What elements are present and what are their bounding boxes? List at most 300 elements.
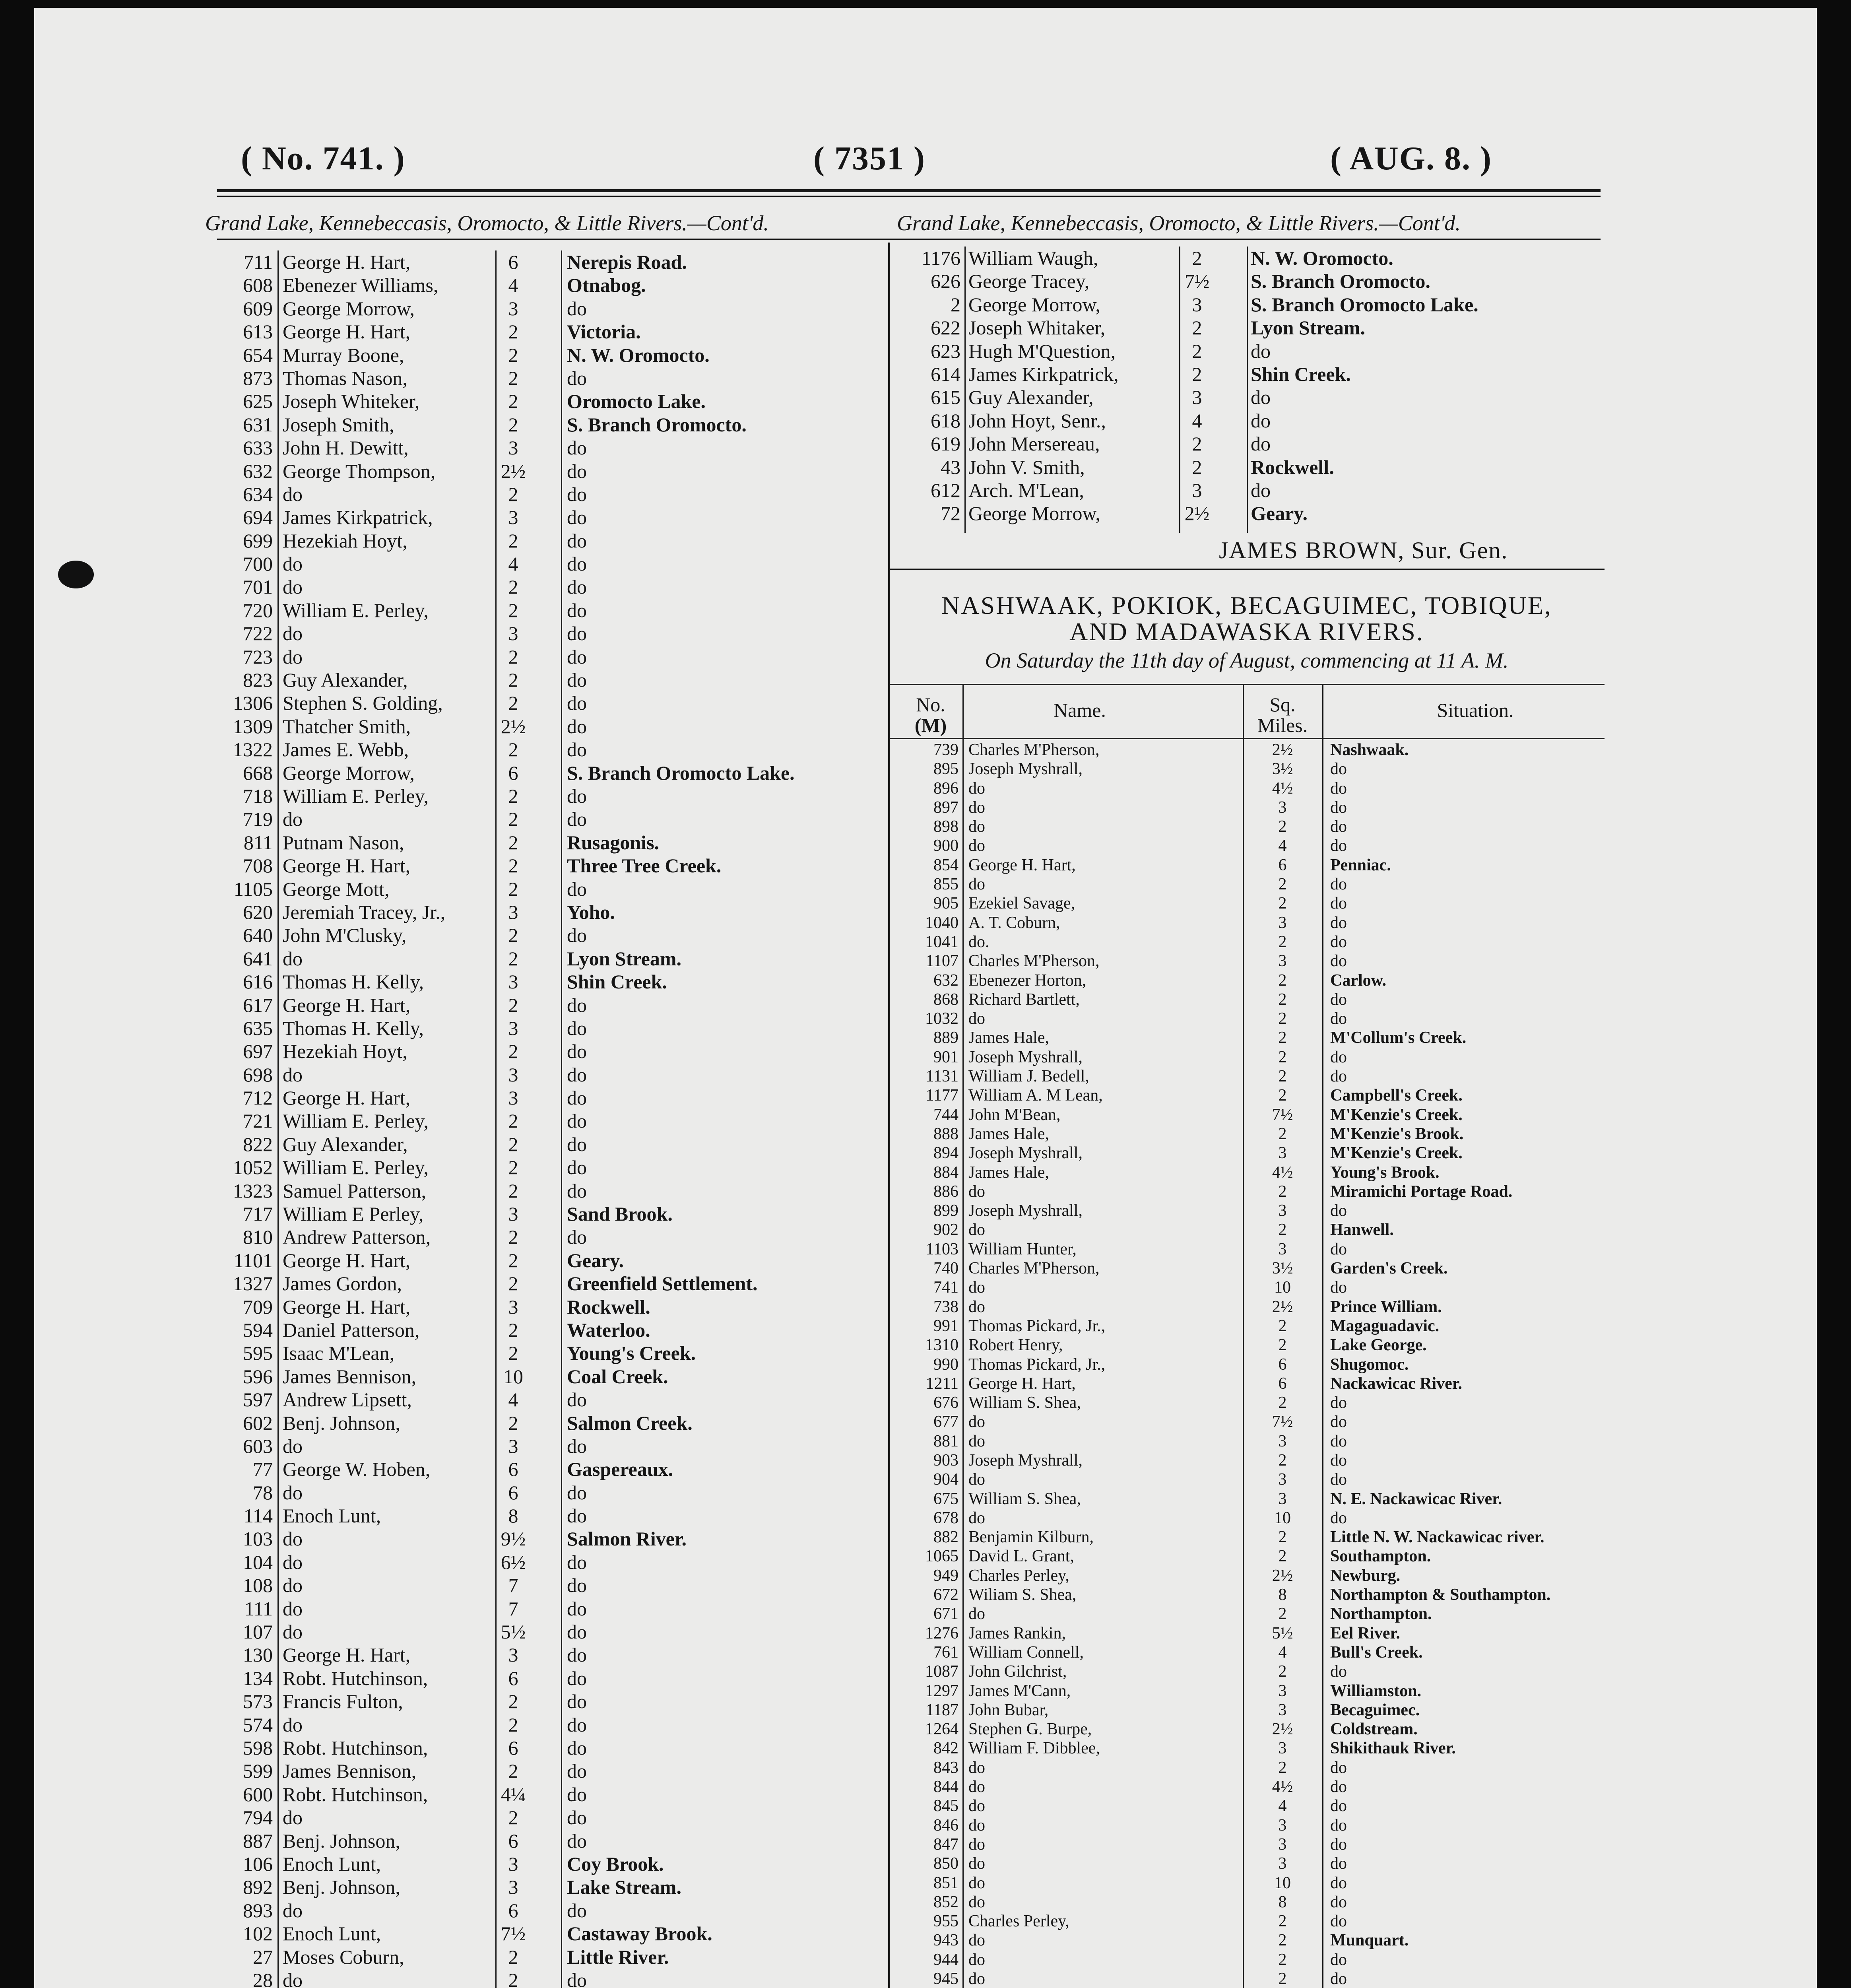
- area-value: 2: [508, 1156, 518, 1179]
- right-top-qty-divider: [1179, 247, 1180, 533]
- owner-name: do: [968, 1854, 985, 1873]
- owner-name: Guy Alexander,: [283, 669, 408, 691]
- table-row: [201, 1435, 885, 1458]
- situation: do: [1330, 1816, 1347, 1835]
- lot-number: 617: [243, 994, 273, 1016]
- owner-name: George W. Hoben,: [283, 1458, 431, 1481]
- area-value: 3½: [1272, 760, 1293, 779]
- table-row: [201, 1899, 885, 1922]
- area-value: 10: [1274, 1508, 1291, 1527]
- lot-number: 888: [933, 1124, 958, 1143]
- area-value: 2: [1192, 340, 1202, 362]
- table-row: [893, 1048, 1608, 1067]
- area-value: 3: [508, 1644, 518, 1666]
- owner-name: George Mott,: [283, 878, 390, 900]
- table-row: [201, 1643, 885, 1666]
- situation: Shikithauk River.: [1330, 1739, 1456, 1758]
- lot-number: 619: [931, 433, 960, 455]
- table-row: [201, 924, 885, 947]
- situation: Salmon River.: [567, 1528, 687, 1550]
- situation: do: [1251, 340, 1271, 362]
- situation: do: [1330, 1835, 1347, 1854]
- area-value: 2: [508, 1272, 518, 1295]
- area-value: 2: [508, 1040, 518, 1063]
- area-value: 4½: [1272, 1163, 1293, 1182]
- lot-number: 103: [243, 1528, 273, 1550]
- owner-name: Richard Bartlett,: [968, 990, 1080, 1009]
- area-value: 3: [508, 437, 518, 459]
- lot-number: 850: [933, 1854, 958, 1873]
- situation: do: [1251, 479, 1271, 501]
- situation: do: [567, 1690, 587, 1713]
- situation: do: [567, 437, 587, 459]
- area-value: 2: [1278, 1067, 1287, 1086]
- area-value: 2: [508, 1226, 518, 1248]
- owner-name: Isaac M'Lean,: [283, 1342, 395, 1365]
- table-row: [893, 1912, 1608, 1931]
- area-value: 2½: [1272, 1297, 1293, 1316]
- owner-name: Enoch Lunt,: [283, 1922, 381, 1945]
- owner-name: do: [283, 1551, 303, 1573]
- area-value: 2: [508, 320, 518, 343]
- table-row: [893, 1508, 1608, 1528]
- situation: Three Tree Creek.: [567, 854, 722, 877]
- area-value: 2½: [1272, 1720, 1293, 1739]
- area-value: 2: [1278, 1758, 1287, 1777]
- table-row: [201, 970, 885, 993]
- table-row: [201, 994, 885, 1017]
- table-row: [201, 1318, 885, 1342]
- lot-number: 712: [243, 1087, 273, 1109]
- owner-name: William Connell,: [968, 1643, 1084, 1662]
- area-value: 6½: [501, 1551, 526, 1573]
- situation: Geary.: [567, 1249, 624, 1272]
- owner-name: Enoch Lunt,: [283, 1852, 381, 1875]
- area-value: 2: [508, 947, 518, 970]
- situation: Yoho.: [567, 901, 615, 923]
- lot-number: 625: [243, 390, 273, 413]
- situation: Oromocto Lake.: [567, 390, 706, 413]
- lot-number: 114: [243, 1505, 273, 1527]
- table-row: [893, 1816, 1608, 1835]
- situation: do: [567, 1713, 587, 1736]
- table-row: [893, 1028, 1608, 1047]
- situation: Lake Stream.: [567, 1876, 681, 1899]
- area-value: 2: [1278, 1336, 1287, 1355]
- table-row: [893, 502, 1608, 525]
- situation: do: [567, 1388, 587, 1411]
- lot-number: 901: [933, 1048, 958, 1066]
- table-row: [893, 875, 1608, 894]
- lot-number: 1040: [925, 913, 958, 932]
- table-row: [893, 894, 1608, 913]
- situation: do: [1330, 1470, 1347, 1489]
- owner-name: Stephen G. Burpe,: [968, 1720, 1092, 1739]
- situation: do: [567, 460, 587, 482]
- owner-name: do: [283, 1481, 303, 1504]
- situation: do: [567, 1574, 587, 1597]
- area-value: 5½: [1272, 1624, 1293, 1642]
- area-value: 2: [1278, 1086, 1287, 1105]
- lot-number: 719: [243, 808, 273, 831]
- owner-name: James M'Cann,: [968, 1681, 1071, 1700]
- lot-number: 887: [243, 1829, 273, 1852]
- owner-name: do: [283, 622, 303, 645]
- sale-date-notice: On Saturday the 11th day of August, commencing at 11 A. M.: [985, 648, 1509, 672]
- area-value: 3: [1278, 1681, 1287, 1700]
- table-row: [893, 1739, 1608, 1758]
- situation: do: [567, 1644, 587, 1666]
- lot-number: 1131: [925, 1067, 958, 1086]
- table-row: [893, 1662, 1608, 1681]
- area-value: 3: [1192, 479, 1202, 501]
- area-value: 2: [508, 529, 518, 552]
- table-header-bottom-rule: [889, 738, 1605, 739]
- owner-name: George Morrow,: [283, 761, 415, 784]
- area-value: 3: [1192, 386, 1202, 409]
- owner-name: Thomas H. Kelly,: [283, 971, 424, 993]
- lot-number: 677: [933, 1413, 958, 1431]
- lot-number: 633: [243, 437, 273, 459]
- area-value: 2: [508, 994, 518, 1016]
- area-value: 2: [508, 344, 518, 366]
- table-row: [201, 1272, 885, 1295]
- lot-number: 873: [243, 367, 273, 389]
- table-row: [893, 456, 1608, 479]
- situation: do: [1330, 1854, 1347, 1873]
- table-row: [893, 1701, 1608, 1720]
- situation: do: [567, 1087, 587, 1109]
- table-row: [201, 691, 885, 714]
- table-row: [201, 854, 885, 877]
- situation: do: [567, 297, 587, 320]
- area-value: 2: [508, 599, 518, 621]
- table-row: [893, 1969, 1608, 1988]
- area-value: 2: [1192, 363, 1202, 385]
- area-value: 3: [508, 297, 518, 320]
- owner-name: George Tracey,: [968, 270, 1090, 293]
- lot-number: 597: [243, 1388, 273, 1411]
- situation: Becaguimec.: [1330, 1701, 1420, 1719]
- situation: do: [1330, 1010, 1347, 1028]
- lot-number: 903: [933, 1451, 958, 1470]
- lot-number: 574: [243, 1713, 273, 1736]
- lot-number: 852: [933, 1893, 958, 1911]
- owner-name: Charles M'Pherson,: [968, 952, 1100, 971]
- area-value: 5½: [501, 1621, 526, 1643]
- lot-number: 904: [933, 1470, 958, 1489]
- owner-name: Samuel Patterson,: [283, 1179, 427, 1202]
- situation: do: [1330, 952, 1347, 971]
- area-value: 6: [508, 1667, 518, 1689]
- situation: do: [1330, 990, 1347, 1009]
- owner-name: Charles M'Pherson,: [968, 741, 1100, 759]
- owner-name: do: [283, 1597, 303, 1620]
- lot-number: 102: [243, 1922, 273, 1945]
- table-row: [201, 1202, 885, 1225]
- lot-number: 811: [243, 831, 273, 854]
- column-header-situation: Situation.: [1437, 699, 1514, 721]
- situation: do: [1330, 779, 1347, 798]
- owner-name: Andrew Patterson,: [283, 1226, 431, 1248]
- lot-number: 701: [243, 576, 273, 598]
- situation: Greenfield Settlement.: [567, 1272, 758, 1295]
- situation: Salmon Creek.: [567, 1411, 693, 1434]
- lot-number: 613: [243, 320, 273, 343]
- area-value: 4: [508, 274, 518, 297]
- table-row: [893, 1182, 1608, 1201]
- lot-number: 945: [933, 1970, 958, 1988]
- lot-number: 845: [933, 1797, 958, 1815]
- situation: Castaway Brook.: [567, 1922, 712, 1945]
- right-section-subtitle: Grand Lake, Kennebeccasis, Oromocto, & Little Rivers.—Cont'd.: [897, 211, 1461, 235]
- owner-name: William Waugh,: [968, 247, 1098, 269]
- lot-number: 843: [933, 1758, 958, 1777]
- table-row: [893, 1835, 1608, 1854]
- lot-number: 905: [933, 894, 958, 913]
- table-row: [893, 386, 1608, 409]
- owner-name: do: [968, 1297, 985, 1316]
- owner-name: John M'Bean,: [968, 1105, 1061, 1124]
- situation: do: [567, 576, 587, 598]
- owner-name: do: [968, 1758, 985, 1777]
- situation: Victoria.: [567, 320, 641, 343]
- owner-name: Murray Boone,: [283, 344, 404, 366]
- column-header-no-label: No.: [916, 693, 945, 716]
- area-value: 6: [1278, 1374, 1287, 1393]
- owner-name: do: [968, 1931, 985, 1950]
- situation: do: [567, 808, 587, 831]
- owner-name: do: [283, 1435, 303, 1457]
- left-section-subtitle: Grand Lake, Kennebeccasis, Oromocto, & Little Rivers.—Cont'd.: [205, 211, 769, 235]
- owner-name: Daniel Patterson,: [283, 1318, 420, 1341]
- table-row: [893, 1393, 1608, 1412]
- owner-name: Benj. Johnson,: [283, 1876, 400, 1899]
- lot-number: 823: [243, 669, 273, 691]
- lot-number: 698: [243, 1063, 273, 1086]
- area-value: 8: [508, 1505, 518, 1527]
- area-value: 3: [1278, 1202, 1287, 1220]
- table-row: [893, 1009, 1608, 1028]
- area-value: 2: [508, 1713, 518, 1736]
- table-row: [893, 1086, 1608, 1105]
- table-row: [201, 1551, 885, 1574]
- lot-number: 1087: [925, 1662, 958, 1681]
- area-value: 4: [1192, 409, 1202, 432]
- owner-name: George H. Hart,: [283, 320, 411, 343]
- owner-name: Thatcher Smith,: [283, 715, 411, 738]
- situation: Magaguadavic.: [1330, 1316, 1440, 1335]
- column-header-no-sub: (M): [914, 714, 947, 736]
- lot-number: 609: [243, 297, 273, 320]
- area-value: 2: [1278, 894, 1287, 913]
- table-row: [201, 1109, 885, 1132]
- lot-number: 28: [253, 1969, 273, 1988]
- owner-name: George H. Hart,: [283, 251, 411, 273]
- owner-name: Robt. Hutchinson,: [283, 1783, 428, 1806]
- area-value: 2: [508, 738, 518, 761]
- lot-number: 794: [243, 1806, 273, 1829]
- area-value: 3: [1278, 1854, 1287, 1873]
- owner-name: do: [283, 1713, 303, 1736]
- table-row: [893, 340, 1608, 363]
- lot-number: 111: [244, 1597, 273, 1620]
- table-row: [893, 1931, 1608, 1950]
- table-row: [201, 552, 885, 575]
- header-rule-thick: [217, 189, 1601, 192]
- situation: do: [567, 1829, 587, 1852]
- lot-number: 1065: [925, 1547, 958, 1566]
- owner-name: John V. Smith,: [968, 456, 1085, 478]
- area-value: 2: [1278, 817, 1287, 836]
- lot-number: 612: [931, 479, 960, 501]
- table-row: [201, 1875, 885, 1899]
- situation: do: [1330, 1432, 1347, 1450]
- table-row: [893, 759, 1608, 779]
- table-row: [201, 1411, 885, 1435]
- owner-name: do: [968, 798, 985, 817]
- lot-number: 1327: [233, 1272, 273, 1295]
- situation: do: [1330, 1413, 1347, 1431]
- right-top-situation-divider: [1247, 247, 1248, 533]
- lot-number: 1264: [925, 1720, 958, 1739]
- owner-name: do: [283, 1806, 303, 1829]
- lot-number: 896: [933, 779, 958, 798]
- table-row: [893, 1489, 1608, 1508]
- owner-name: Hezekiah Hoyt,: [283, 529, 407, 552]
- lot-number: 699: [243, 529, 273, 552]
- table-row: [201, 1179, 885, 1202]
- lot-number: 596: [243, 1365, 273, 1388]
- situation: Coldstream.: [1330, 1720, 1418, 1739]
- area-value: 6: [508, 1481, 518, 1504]
- table-row: [893, 1585, 1608, 1604]
- table-row: [893, 856, 1608, 875]
- table-row: [201, 460, 885, 483]
- owner-name: James Gordon,: [283, 1272, 402, 1295]
- situation: do: [567, 1783, 587, 1806]
- area-value: 2½: [501, 460, 526, 482]
- lot-number: 676: [933, 1394, 958, 1412]
- owner-name: do: [968, 1797, 985, 1815]
- situation: Gaspereaux.: [567, 1458, 673, 1481]
- lot-number: 1322: [233, 738, 273, 761]
- lot-number: 740: [933, 1259, 958, 1278]
- situation: Lyon Stream.: [567, 947, 681, 970]
- area-value: 2: [1278, 1912, 1287, 1931]
- situation: do: [1330, 1278, 1347, 1297]
- area-value: 2: [1278, 1605, 1287, 1623]
- situation: do: [1330, 1451, 1347, 1470]
- situation: do: [567, 483, 587, 505]
- area-value: 7½: [501, 1922, 526, 1945]
- lot-number: 847: [933, 1835, 958, 1854]
- owner-name: Arch. M'Lean,: [968, 479, 1084, 501]
- table-row: [201, 1249, 885, 1272]
- lot-number: 631: [243, 413, 273, 436]
- area-value: 3: [1192, 293, 1202, 316]
- owner-name: Ebenezer Williams,: [283, 274, 438, 297]
- area-value: 3: [1278, 913, 1287, 932]
- table-row: [893, 1316, 1608, 1336]
- table-row: [893, 1681, 1608, 1701]
- situation: M'Kenzie's Brook.: [1330, 1124, 1464, 1143]
- lot-number: 718: [243, 784, 273, 807]
- owner-name: do: [968, 1470, 985, 1489]
- table-row: [201, 1458, 885, 1481]
- area-value: 2½: [1184, 502, 1210, 525]
- situation: Geary.: [1251, 502, 1308, 525]
- column-header-name: Name.: [1054, 699, 1106, 721]
- lot-number: 700: [243, 553, 273, 575]
- owner-name: do: [283, 1621, 303, 1643]
- owner-name: James E. Webb,: [283, 738, 409, 761]
- lot-number: 822: [243, 1133, 273, 1155]
- signature-rule: [889, 569, 1605, 570]
- table-row: [893, 1873, 1608, 1893]
- situation: do: [567, 506, 587, 529]
- owner-name: Hezekiah Hoyt,: [283, 1040, 407, 1063]
- table-row: [893, 1412, 1608, 1431]
- area-value: 2: [508, 1690, 518, 1713]
- area-value: 4: [508, 1388, 518, 1411]
- owner-name: do: [968, 837, 985, 855]
- situation: Campbell's Creek.: [1330, 1086, 1463, 1105]
- ink-blot-left: [58, 561, 94, 588]
- area-value: 6: [508, 251, 518, 273]
- situation: do: [567, 1505, 587, 1527]
- lot-number: 882: [933, 1528, 958, 1547]
- situation: Coal Creek.: [567, 1365, 668, 1388]
- table-row: [201, 1133, 885, 1156]
- table-row: [893, 409, 1608, 432]
- situation: do: [567, 599, 587, 621]
- situation: Newburg.: [1330, 1566, 1401, 1585]
- area-value: 3: [508, 1203, 518, 1225]
- area-value: 6: [508, 1899, 518, 1922]
- area-value: 3: [1278, 1701, 1287, 1719]
- area-value: 2: [1278, 932, 1287, 951]
- table-row: [893, 1336, 1608, 1355]
- table-row: [201, 1086, 885, 1109]
- area-value: 2: [1192, 433, 1202, 455]
- situation: do: [567, 669, 587, 691]
- situation: N. W. Oromocto.: [1251, 247, 1393, 269]
- area-value: 4½: [1272, 779, 1293, 798]
- area-value: 2: [1278, 1662, 1287, 1681]
- table-row: [893, 1240, 1608, 1259]
- table-row: [201, 1690, 885, 1713]
- table-row: [893, 316, 1608, 339]
- owner-name: George Morrow,: [968, 293, 1100, 316]
- situation: do: [567, 692, 587, 714]
- owner-name: Joseph Smith,: [283, 413, 394, 436]
- situation: Munquart.: [1330, 1931, 1409, 1950]
- lot-number: 895: [933, 760, 958, 779]
- lot-number: 622: [931, 316, 960, 339]
- area-value: 2½: [1272, 1566, 1293, 1585]
- area-value: 3: [1278, 1470, 1287, 1489]
- lot-number: 675: [933, 1489, 958, 1508]
- table-row: [201, 1017, 885, 1040]
- area-value: 4: [508, 553, 518, 575]
- table-row: [201, 715, 885, 738]
- situation: do: [567, 1133, 587, 1155]
- situation: do: [567, 529, 587, 552]
- situation: Otnabog.: [567, 274, 646, 297]
- right-top-no-divider: [964, 247, 966, 533]
- left-lots-table: [201, 250, 885, 1988]
